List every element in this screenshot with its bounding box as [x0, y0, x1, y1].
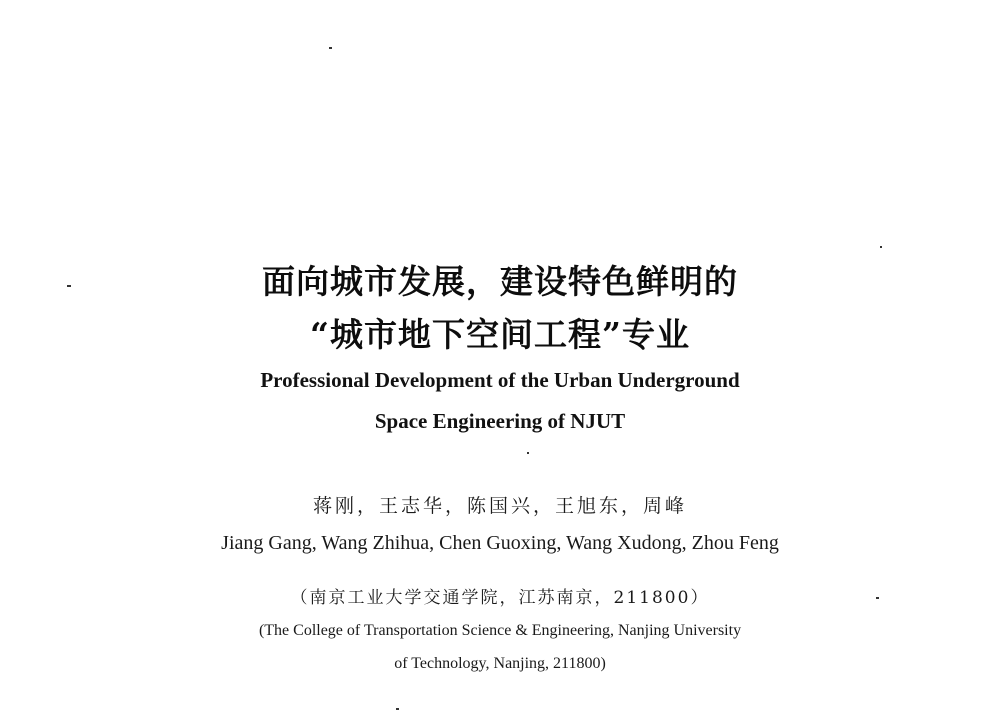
scan-speck — [396, 708, 399, 710]
title-english-line-1: Professional Development of the Urban Underground — [260, 368, 740, 392]
authors-chinese: 蒋刚，王志华，陈国兴，王旭东，周峰 — [312, 495, 687, 517]
authors-english: Jiang Gang, Wang Zhihua, Chen Guoxing, Wang Xudong, Zhou Feng — [221, 532, 779, 554]
title-chinese-line-2: “城市地下空间工程”专业 — [310, 315, 690, 354]
affiliation-english-line-1: (The College of Transportation Science & Engineering, Nanjing University — [258, 622, 742, 639]
scan-speck — [880, 246, 882, 248]
affiliation-chinese: （南京工业大学交通学院，江苏南京，211800） — [290, 588, 710, 608]
scan-speck — [329, 47, 332, 49]
title-english-line-2: Space Engineering of NJUT — [374, 409, 626, 433]
title-chinese-line-1: 面向城市发展，建设特色鲜明的 — [262, 262, 738, 301]
affiliation-english-line-2: of Technology, Nanjing, 211800) — [394, 655, 606, 672]
scan-speck — [527, 452, 529, 454]
